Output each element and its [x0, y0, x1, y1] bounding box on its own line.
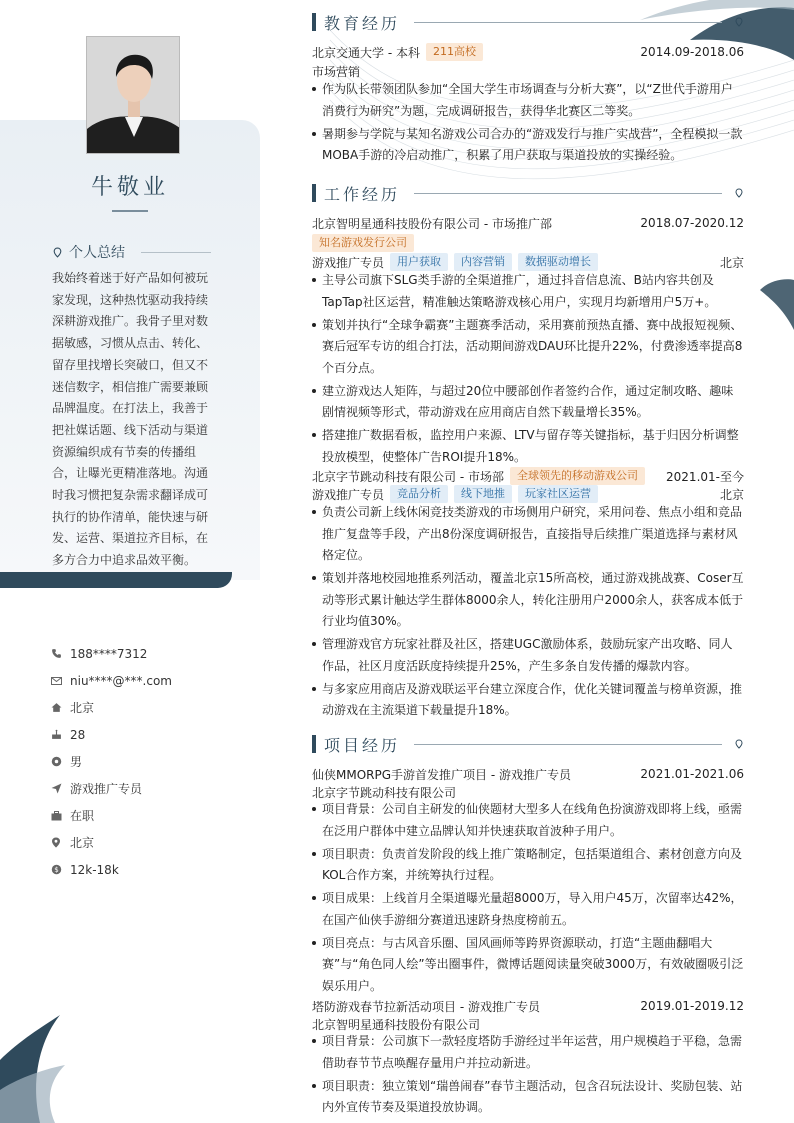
section-bar — [312, 13, 316, 31]
contact-status-text: 在职 — [70, 809, 95, 823]
education-major: 市场营销 — [312, 64, 361, 79]
work-0-company-tag-row — [312, 233, 744, 253]
section-header-work — [312, 182, 744, 204]
work-role: 游戏推广专员 — [312, 255, 385, 270]
contact-salary-text: 12k-18k — [70, 862, 119, 877]
skill-tag: 用户获取 — [390, 253, 448, 271]
contact-item-email — [50, 667, 172, 694]
list-item: 与多家应用商店及游戏联运平台建立深度合作，优化关键词覆盖与榜单资源，推动游戏在主流渠道下载量提升18%。 — [312, 679, 744, 722]
sidebar-card-footer — [0, 572, 232, 588]
section-divider — [414, 744, 722, 745]
list-item: 负责公司新上线休闲竞技类游戏的市场侧用户研究，采用问卷、焦点小组和竞品推广复盘等手段，产出8份深度调研报告，直接指导后续推广渠道选择与素材风格定位。 — [312, 502, 744, 567]
contact-gender-text: 男 — [70, 755, 83, 769]
company-tag: 知名游戏发行公司 — [312, 234, 414, 252]
contact-list — [50, 640, 172, 883]
work-0-bullets — [312, 270, 744, 470]
mail-icon — [50, 675, 62, 687]
work-1-bullets — [312, 502, 744, 723]
company-tag: 全球领先的移动游戏公司 — [510, 467, 645, 485]
gender-icon — [50, 756, 62, 768]
contact-item-status — [50, 802, 172, 829]
skill-tag: 内容营销 — [454, 253, 512, 271]
work-date: 2018.07-2020.12 — [640, 216, 744, 230]
svg-text:$: $ — [53, 865, 59, 875]
project-0-bullets — [312, 799, 744, 999]
list-item: 项目背景：公司旗下一款轻度塔防手游经过半年运营，用户规模趋于平稳，急需借助春节节点唤醒存量用户并拉动新进。 — [312, 1031, 744, 1074]
work-1-header — [312, 466, 744, 486]
summary-heading-divider — [141, 252, 211, 253]
contact-position-text: 游戏推广专员 — [70, 782, 143, 796]
pin-icon — [734, 17, 744, 27]
location-pin-icon — [52, 247, 63, 258]
location-icon — [50, 837, 62, 849]
section-divider — [414, 22, 722, 23]
school-name: 北京交通大学 - 本科 — [312, 45, 420, 60]
education-major-row — [312, 61, 744, 81]
education-header — [312, 42, 744, 62]
contact-item-location — [50, 829, 172, 856]
skill-tag: 线下地推 — [454, 485, 512, 503]
contact-item-salary — [50, 856, 172, 883]
project-1-header — [312, 996, 744, 1016]
list-item: 项目职责：负责首发阶段的线上推广策略制定，包括渠道组合、素材创意方向及KOL合作方案，并统筹执行过程。 — [312, 844, 744, 887]
summary-heading-label: 个人总结 — [69, 245, 125, 261]
project-0-header — [312, 764, 744, 784]
list-item: 管理游戏官方玩家社群及社区，搭建UGC激励体系，鼓励玩家产出攻略、同人作品，社区月度活跃度持续提升25%，产生多条自发传播的爆款内容。 — [312, 634, 744, 677]
contact-item-age — [50, 721, 172, 748]
list-item: 主导公司旗下SLG类手游的全渠道推广，通过抖音信息流、B站内容共创及TapTap社区运营，精准触达策略游戏核心用户，实现月均新增用户5万+。 — [312, 270, 744, 313]
send-icon — [50, 783, 62, 795]
list-item: 作为队长带领团队参加“全国大学生市场调查与分析大赛”，以“Z世代手游用户消费行为研究”为题，完成调研报告，获得华北赛区二等奖。 — [312, 79, 744, 122]
contact-city-text: 北京 — [70, 701, 95, 715]
section-bar — [312, 735, 316, 753]
summary-text: 我始终着迷于好产品如何被玩家发现，这种热忱驱动我持续深耕游戏推广。我骨子里对数据敏感，习惯从点击、转化、留存里找增长突破口，但又不迷信数字，相信推广需要兼顾品牌温度。在打法上，我善于把社媒话题、线下活动与渠道资源编织成有节奏的传播组合，让曝光更精准落地。沟通时我习惯把复杂需求翻译成可执行的协作清单，能快速与研发、运营、渠道拉齐目标，在多方合力中追求品效平衡。 — [52, 271, 209, 568]
work-city: 北京 — [719, 255, 744, 270]
work-1-role-row — [312, 484, 744, 504]
work-company: 北京智明星通科技股份有限公司 - 市场推广部 — [312, 216, 552, 231]
phone-icon — [50, 648, 62, 660]
work-role: 游戏推广专员 — [312, 487, 385, 502]
work-date: 2021.01-至今 — [666, 469, 744, 484]
skill-tag: 数据驱动增长 — [518, 253, 598, 271]
pin-icon — [734, 188, 744, 198]
briefcase-icon — [50, 810, 62, 822]
list-item: 策划并落地校园地推系列活动，覆盖北京15所高校，通过游戏挑战赛、Coser互动等形式累计触达学生群体8000余人，转化注册用户2000余人，获客成本低于行业均值30%。 — [312, 568, 744, 633]
person-name: 牛敬业 — [90, 175, 169, 200]
summary-heading — [52, 242, 211, 262]
money-icon — [50, 864, 62, 876]
contact-item-phone — [50, 640, 172, 667]
project-company: 北京智明星通科技股份有限公司 — [312, 1017, 481, 1032]
list-item: 策划并执行“全球争霸赛”主题赛季活动，采用赛前预热直播、赛中战报短视频、赛后冠军专访的组合打法，活动期间游戏DAU环比提升22%，付费渗透率提高8个百分点。 — [312, 315, 744, 380]
contact-item-position — [50, 775, 172, 802]
contact-item-gender — [50, 748, 172, 775]
work-city: 北京 — [719, 487, 744, 502]
work-0-header — [312, 213, 744, 233]
project-1-bullets — [312, 1031, 744, 1120]
contact-location-text: 北京 — [70, 836, 95, 850]
list-item: 项目背景：公司自主研发的仙侠题材大型多人在线角色扮演游戏即将上线，亟需在泛用户群体中建立品牌认知并快速获取首波种子用户。 — [312, 799, 744, 842]
cake-icon — [50, 729, 62, 741]
project-date: 2021.01-2021.06 — [640, 767, 744, 781]
section-bar — [312, 184, 316, 202]
list-item: 项目亮点：与古风音乐圈、国风画师等跨界资源联动，打造“主题曲翻唱大赛”与“角色同人绘”等出圈事件，微博话题阅读量突破3000万，有效破圈吸引泛娱乐用户。 — [312, 933, 744, 998]
section-title-work: 工作经历 — [324, 184, 401, 204]
project-date: 2019.01-2019.12 — [640, 999, 744, 1013]
education-date: 2014.09-2018.06 — [640, 45, 744, 59]
avatar — [86, 36, 180, 154]
list-item: 项目职责：独立策划“瑞兽闹春”春节主题活动，包含召玩法设计、奖励包装、站内外宣传节奏及渠道投放协调。 — [312, 1076, 744, 1119]
contact-item-city — [50, 694, 172, 721]
name-underline — [112, 210, 148, 212]
work-company: 北京字节跳动科技有限公司 - 市场部 — [312, 469, 504, 484]
contact-email-text: niu****@***.com — [70, 673, 172, 688]
section-divider — [414, 193, 722, 194]
school-tag: 211高校 — [426, 43, 483, 61]
pin-icon — [734, 739, 744, 749]
project-title: 仙侠MMORPG手游首发推广项目 - 游戏推广专员 — [312, 767, 571, 782]
list-item: 项目成果：上线首月全渠道曝光量超8000万，导入用户45万，次留率达42%，在国产仙侠手游细分赛道迅速跻身热度榜前五。 — [312, 888, 744, 931]
section-header-projects — [312, 733, 744, 755]
contact-age-text: 28 — [70, 727, 86, 742]
home-icon — [50, 702, 62, 714]
project-title: 塔防游戏春节拉新活动项目 - 游戏推广专员 — [312, 999, 540, 1014]
list-item: 搭建推广数据看板，监控用户来源、LTV与留存等关键指标，基于归因分析调整投放模型，使整体广告ROI提升18%。 — [312, 425, 744, 468]
section-title-education: 教育经历 — [324, 13, 401, 33]
list-item: 建立游戏达人矩阵，与超过20位中腰部创作者签约合作，通过定制攻略、趣味剧情视频等形式，带动游戏在应用商店自然下载量增长35%。 — [312, 381, 744, 424]
list-item: 暑期参与学院与某知名游戏公司合办的“游戏发行与推广实战营”，全程模拟一款MOBA手游的冷启动推广，积累了用户获取与渠道投放的实操经验。 — [312, 124, 744, 167]
skill-tag: 玩家社区运营 — [518, 485, 598, 503]
contact-phone-text: 188****7312 — [70, 646, 148, 661]
skill-tag: 竞品分析 — [390, 485, 448, 503]
work-0-role-row — [312, 252, 744, 272]
education-bullets — [312, 79, 744, 168]
project-company: 北京字节跳动科技有限公司 — [312, 785, 457, 800]
section-header-education — [312, 11, 744, 33]
section-title-projects: 项目经历 — [324, 735, 401, 755]
